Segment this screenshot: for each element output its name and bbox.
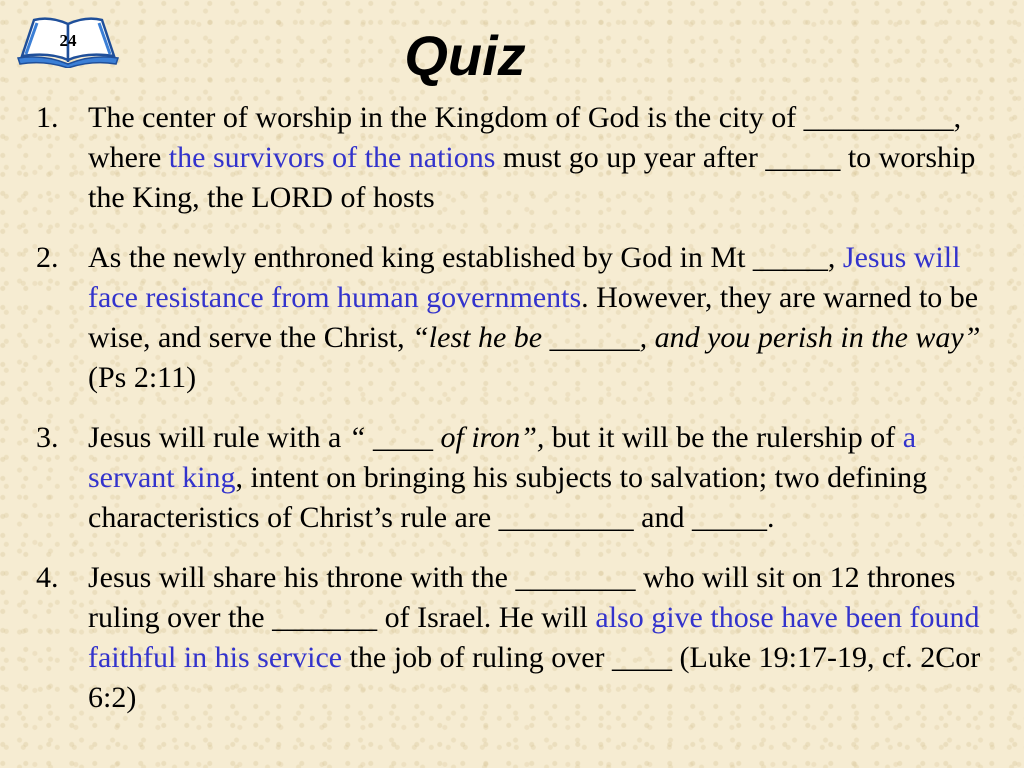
page-title: Quiz bbox=[404, 24, 526, 87]
question-text: but it will be the rulership of bbox=[544, 421, 903, 454]
question-text: must go up year after _____ to worship the King, the LORD of hosts bbox=[88, 141, 976, 214]
question-text: , intent on bringing his subjects to salvation; two defining characteristics of Christ’s rule are _________ and _____. bbox=[88, 461, 928, 534]
quiz-question-2 bbox=[36, 238, 986, 398]
scripture-quote: “lest he be ______, and you perish in the way” bbox=[412, 321, 981, 354]
question-number: 1. bbox=[36, 101, 59, 134]
quiz-list bbox=[36, 98, 986, 738]
question-number: 3. bbox=[36, 421, 59, 454]
quiz-question-3 bbox=[36, 418, 986, 538]
question-text: . However, they are warned to be wise, and serve the Christ, bbox=[88, 281, 979, 354]
question-text: The center of worship in the Kingdom of God is the city of __________, where bbox=[88, 101, 962, 174]
highlighted-phrase: the survivors of the nations bbox=[168, 141, 496, 174]
question-text: As the newly enthroned king established by God in Mt _____, bbox=[88, 241, 843, 274]
question-number: 4. bbox=[36, 561, 59, 594]
question-text: the job of ruling over ____ (Luke 19:17-19, cf. 2Cor 6:2) bbox=[88, 641, 981, 714]
scripture-reference: (Ps 2:11) bbox=[88, 361, 197, 394]
highlighted-phrase: Jesus will face resistance from human governments bbox=[88, 241, 961, 314]
highlighted-phrase: also give those have been found faithful in his service bbox=[88, 601, 980, 674]
scripture-quote: “ ____ of iron”, bbox=[348, 421, 545, 454]
slide-number: 24 bbox=[59, 31, 77, 50]
question-number: 2. bbox=[36, 241, 59, 274]
question-text: Jesus will share his throne with the ________ who will sit on 12 thrones ruling over the _______ of Israel. He will bbox=[88, 561, 956, 634]
question-text: Jesus will rule with a bbox=[88, 421, 349, 454]
quiz-question-4 bbox=[36, 558, 986, 718]
highlighted-phrase: a servant king bbox=[88, 421, 917, 494]
quiz-question-1 bbox=[36, 98, 986, 218]
